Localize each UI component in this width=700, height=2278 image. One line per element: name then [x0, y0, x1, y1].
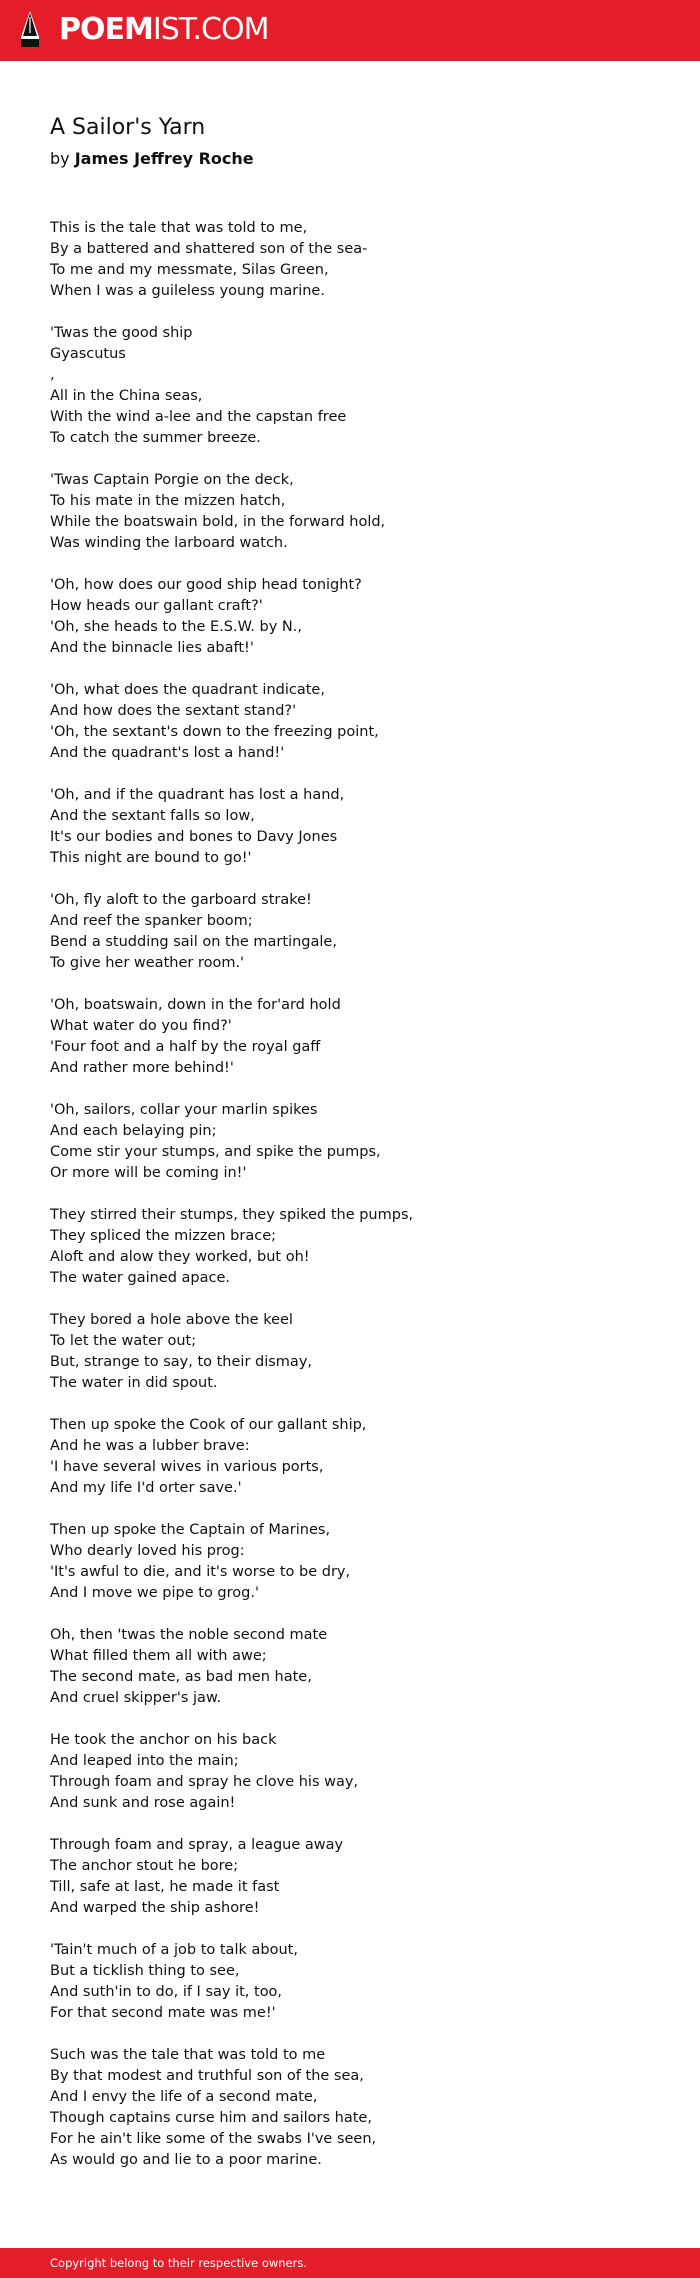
poem-line: 'Tain't much of a job to talk about,	[50, 1942, 298, 1958]
poem-line: 'Twas Captain Porgie on the deck,	[50, 472, 294, 488]
poem-line: 'Oh, and if the quadrant has lost a hand,	[50, 787, 345, 803]
poem-line: 'I have several wives in various ports,	[50, 1459, 324, 1475]
poem-line: 'Four foot and a half by the royal gaff	[50, 1039, 321, 1055]
poem-line: And leaped into the main;	[50, 1753, 239, 1769]
poem-line: All in the China seas,	[50, 388, 203, 404]
poem-line: And the quadrant's lost a hand!'	[50, 745, 285, 761]
poem-line: And the sextant falls so low,	[50, 808, 255, 824]
poem-line: Through foam and spray, a league away	[50, 1837, 344, 1853]
site-logo[interactable]	[59, 13, 268, 47]
poem-line: They bored a hole above the keel	[50, 1312, 293, 1328]
poem-line: It's our bodies and bones to Davy Jones	[50, 829, 338, 845]
poem-line: And rather more behind!'	[50, 1060, 234, 1076]
copyright-notice: Copyright belong to their respective owners.	[50, 2256, 308, 2270]
logo-bold-text: POEM	[59, 12, 153, 47]
stanza	[50, 1730, 660, 1814]
poem-line: They spliced the mizzen brace;	[50, 1228, 277, 1244]
poem-line: The water in did spout.	[50, 1375, 218, 1391]
poem-line: And cruel skipper's jaw.	[50, 1690, 222, 1706]
poem-line: And how does the sextant stand?'	[50, 703, 297, 719]
stanza	[50, 1520, 660, 1604]
poem-line: To his mate in the mizzen hatch,	[50, 493, 286, 509]
stanza	[50, 785, 660, 869]
poem-line: As would go and lie to a poor marine.	[50, 2152, 322, 2168]
poem-line: Was winding the larboard watch.	[50, 535, 288, 551]
poem-line: But, strange to say, to their dismay,	[50, 1354, 313, 1370]
stanza	[50, 323, 660, 449]
poem-line: When I was a guileless young marine.	[50, 283, 325, 299]
poem-line: ,	[50, 367, 55, 383]
poem-line: Gyascutus	[50, 346, 126, 362]
poem-line: What water do you find?'	[50, 1018, 232, 1034]
poem-body	[50, 218, 660, 2192]
poem-line: Though captains curse him and sailors hate,	[50, 2110, 372, 2126]
poem-line: The water gained apace.	[50, 1270, 231, 1286]
poem-line: And he was a lubber brave:	[50, 1438, 250, 1454]
poem-line: To let the water out;	[50, 1333, 197, 1349]
stanza	[50, 575, 660, 659]
poem-line: While the boatswain bold, in the forward hold,	[50, 514, 386, 530]
poem-line: And my life I'd orter save.'	[50, 1480, 242, 1496]
poem-line: And I envy the life of a second mate,	[50, 2089, 318, 2105]
poem-line: And warped the ship ashore!	[50, 1900, 260, 1916]
poem-line: 'Oh, boatswain, down in the for'ard hold	[50, 997, 341, 1013]
site-header	[0, 0, 700, 61]
poem-title: A Sailor's Yarn	[50, 115, 206, 140]
stanza	[50, 1835, 660, 1919]
author-name: James Jeffrey Roche	[74, 149, 254, 168]
poem-line: 'Oh, sailors, collar your marlin spikes	[50, 1102, 318, 1118]
poem-line: Such was the tale that was told to me	[50, 2047, 326, 2063]
poem-line: The second mate, as bad men hate,	[50, 1669, 312, 1685]
stanza	[50, 1205, 660, 1289]
poem-line: Aloft and alow they worked, but oh!	[50, 1249, 310, 1265]
stanza	[50, 1100, 660, 1184]
stanza	[50, 1940, 660, 2024]
poem-line: This night are bound to go!'	[50, 850, 252, 866]
poem-line: For that second mate was me!'	[50, 2005, 276, 2021]
poem-line: 'Oh, what does the quadrant indicate,	[50, 682, 325, 698]
pen-nib-logo-icon[interactable]	[18, 9, 42, 51]
poem-line: 'It's awful to die, and it's worse to be dry,	[50, 1564, 351, 1580]
logo-light-text: IST.COM	[152, 12, 269, 47]
poem-line: With the wind a-lee and the capstan free	[50, 409, 347, 425]
poem-line: How heads our gallant craft?'	[50, 598, 263, 614]
poem-line: And suth'in to do, if I say it, too,	[50, 1984, 283, 2000]
poem-line: He took the anchor on his back	[50, 1732, 277, 1748]
poem-line: Through foam and spray he clove his way,	[50, 1774, 359, 1790]
stanza	[50, 1310, 660, 1394]
stanza	[50, 995, 660, 1079]
poem-line: For he ain't like some of the swabs I've seen,	[50, 2131, 377, 2147]
poem-line: 'Twas the good ship	[50, 325, 193, 341]
stanza	[50, 218, 660, 302]
stanza	[50, 1625, 660, 1709]
poem-line: 'Oh, how does our good ship head tonight?	[50, 577, 362, 593]
poem-line: Till, safe at last, he made it fast	[50, 1879, 280, 1895]
poem-line: And the binnacle lies abaft!'	[50, 640, 254, 656]
poem-line: By a battered and shattered son of the sea-	[50, 241, 368, 257]
poem-line: And sunk and rose again!	[50, 1795, 236, 1811]
poem-line: Oh, then 'twas the noble second mate	[50, 1627, 328, 1643]
poem-line: Then up spoke the Cook of our gallant ship,	[50, 1417, 367, 1433]
poem-line: And I move we pipe to grog.'	[50, 1585, 259, 1601]
stanza	[50, 680, 660, 764]
stanza	[50, 1415, 660, 1499]
poem-line: Or more will be coming in!'	[50, 1165, 247, 1181]
poem-line: Come stir your stumps, and spike the pumps,	[50, 1144, 381, 1160]
stanza	[50, 2045, 660, 2171]
poem-line: Then up spoke the Captain of Marines,	[50, 1522, 331, 1538]
poem-line: To me and my messmate, Silas Green,	[50, 262, 329, 278]
poem-line: 'Oh, she heads to the E.S.W. by N.,	[50, 619, 302, 635]
poem-line: Who dearly loved his prog:	[50, 1543, 245, 1559]
poem-line: They stirred their stumps, they spiked the pumps,	[50, 1207, 414, 1223]
poem-line: To catch the summer breeze.	[50, 430, 261, 446]
poem-line: 'Oh, fly aloft to the garboard strake!	[50, 892, 312, 908]
poem-line: This is the tale that was told to me,	[50, 220, 308, 236]
stanza	[50, 470, 660, 554]
byline-prefix: by	[50, 149, 70, 168]
poem-line: And reef the spanker boom;	[50, 913, 253, 929]
poem-line: And each belaying pin;	[50, 1123, 217, 1139]
site-footer	[0, 2248, 700, 2278]
poem-line: 'Oh, the sextant's down to the freezing point,	[50, 724, 379, 740]
poem-line: Bend a studding sail on the martingale,	[50, 934, 337, 950]
byline	[50, 148, 254, 170]
poem-line: To give her weather room.'	[50, 955, 245, 971]
poem-line: The anchor stout he bore;	[50, 1858, 239, 1874]
stanza	[50, 890, 660, 974]
poem-line: By that modest and truthful son of the sea,	[50, 2068, 364, 2084]
poem-line: What filled them all with awe;	[50, 1648, 267, 1664]
poem-line: But a ticklish thing to see,	[50, 1963, 240, 1979]
